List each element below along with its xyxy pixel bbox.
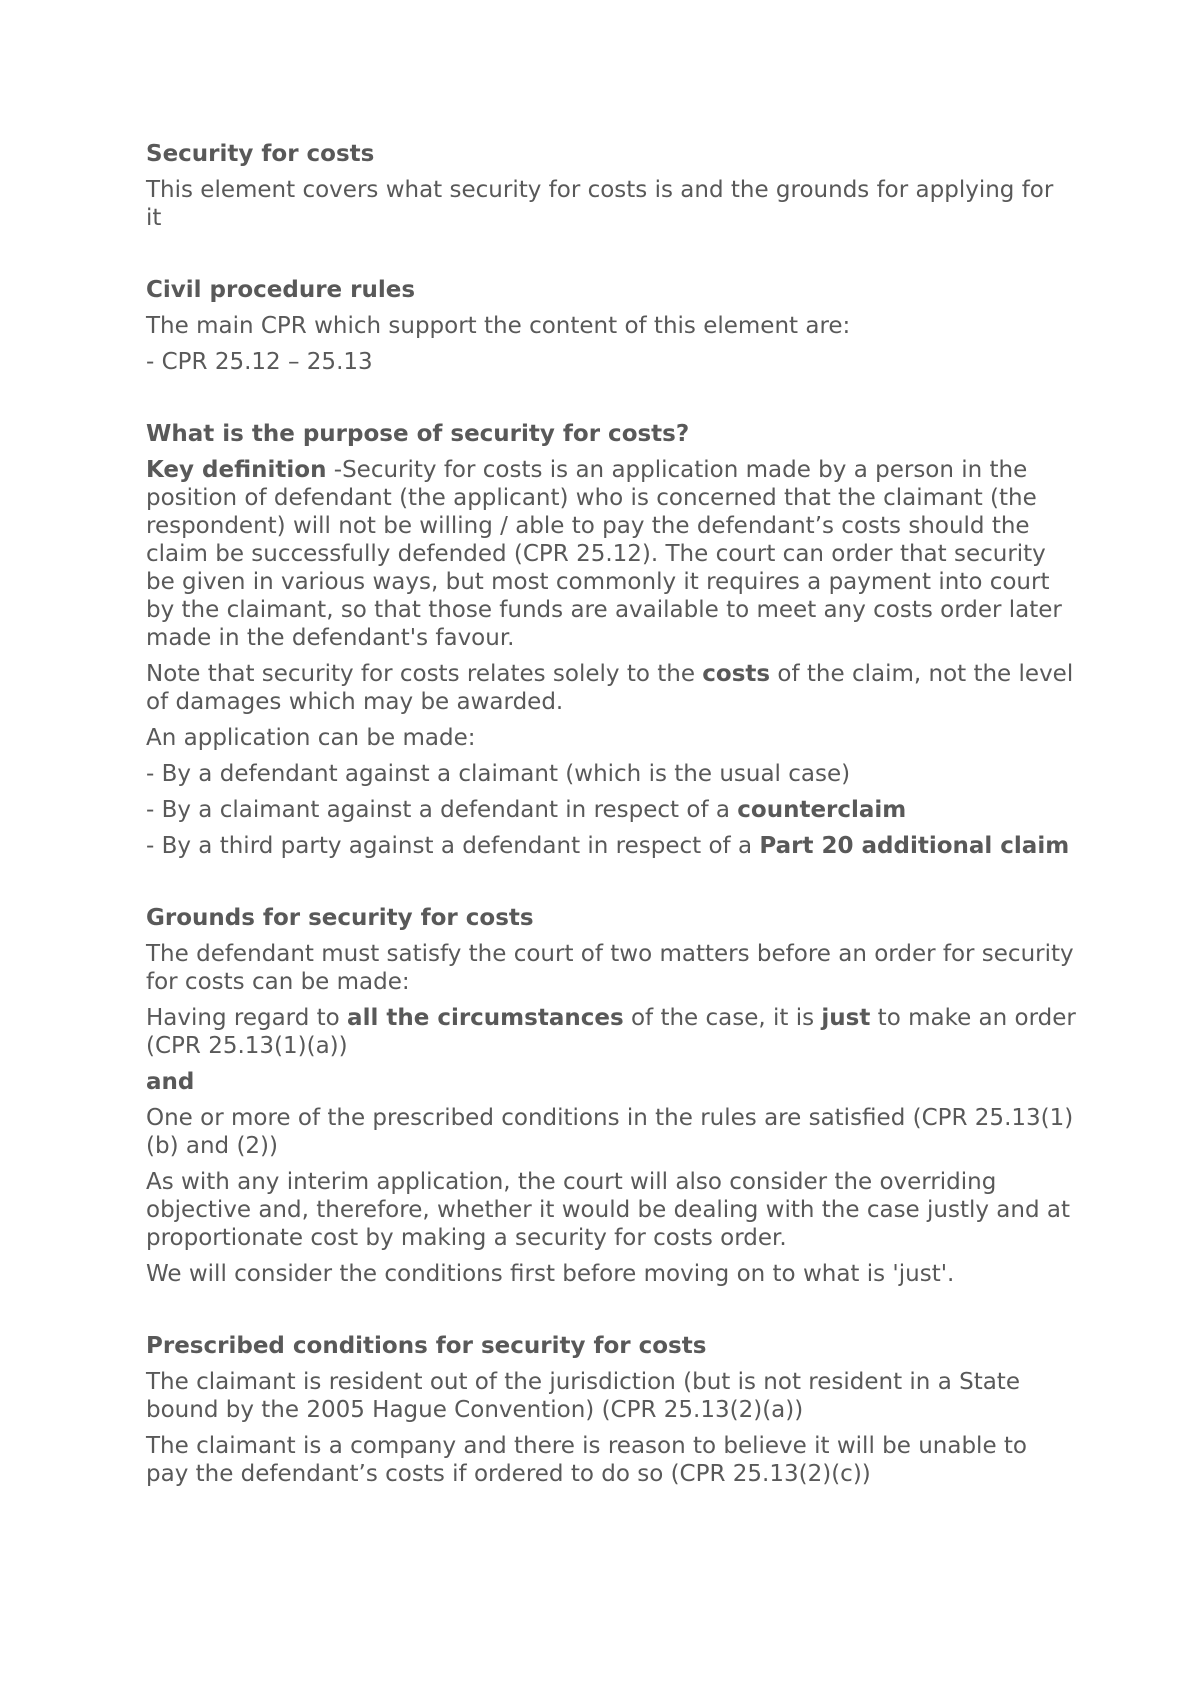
note-text-c: of the claim, not the level of damages which may be awarded.	[146, 661, 1074, 715]
circumstances-bold: all the circumstances	[347, 1005, 624, 1031]
note-paragraph	[146, 660, 1076, 716]
section-gap	[146, 240, 1076, 276]
cpr-list-item: - CPR 25.12 – 25.13	[146, 349, 373, 375]
consider-conditions-paragraph: We will consider the conditions first before moving on to what is 'just'.	[146, 1261, 955, 1287]
cpr-paragraph: The main CPR which support the content of this element are:	[146, 313, 851, 339]
heading-grounds: Grounds for security for costs	[146, 905, 534, 931]
condition-company: The claimant is a company and there is reason to believe it will be unable to pay the defendant’s costs if ordered to do so (CPR 25.13(2)(c))	[146, 1433, 1027, 1487]
key-definition-text: -Security for costs is an application made by a person in the position of defendant (the applicant) who is concerned that the claimant (the respondent) will not be willing / able to pay the defendant’s costs should the claim be successfully defended (CPR 25.12). The court can order that security be given in various ways, but most commonly it requires a payment into court by the claimant, so that those funds are available to meet any costs order later made in the defendant's favour.	[146, 457, 1062, 651]
heading-security-for-costs: Security for costs	[146, 141, 375, 167]
application-list-item	[146, 832, 1076, 860]
part20-bold: Part 20 additional claim	[759, 833, 1070, 859]
and-bold: and	[146, 1069, 195, 1095]
heading-civil-procedure-rules: Civil procedure rules	[146, 277, 416, 303]
overriding-objective-paragraph: As with any interim application, the court will also consider the overriding objective and, therefore, whether it would be dealing with the case justly and at proportionate cost by making a security for costs order.	[146, 1169, 1070, 1251]
key-definition-paragraph	[146, 456, 1076, 652]
section-gap	[146, 384, 1076, 420]
condition-resident: The claimant is resident out of the jurisdiction (but is not resident in a State bound by the 2005 Hague Convention) (CPR 25.13(2)(a))	[146, 1369, 1020, 1423]
and-connector	[146, 1068, 1076, 1096]
just-text-c: of the case, it is	[623, 1005, 822, 1031]
just-text-e: to make an order (CPR 25.13(1)(a))	[146, 1005, 1076, 1059]
key-definition-label: Key definition	[146, 457, 327, 483]
part20-text: - By a third party against a defendant in respect of a	[146, 833, 760, 859]
grounds-intro: The defendant must satisfy the court of two matters before an order for security for costs can be made:	[146, 941, 1074, 995]
application-intro: An application can be made:	[146, 725, 476, 751]
application-list-item	[146, 796, 1076, 824]
application-list-item: - By a defendant against a claimant (which is the usual case)	[146, 761, 851, 787]
section-gap	[146, 868, 1076, 904]
section-gap	[146, 1296, 1076, 1332]
just-bold: just	[821, 1005, 871, 1031]
prescribed-conditions-ground: One or more of the prescribed conditions in the rules are satisfied (CPR 25.13(1)(b) and (2))	[146, 1105, 1074, 1159]
grounds-just-paragraph	[146, 1004, 1076, 1060]
intro-paragraph: This element covers what security for costs is and the grounds for applying for it	[146, 177, 1054, 231]
note-costs-bold: costs	[702, 661, 771, 687]
note-text-a: Note that security for costs relates solely to the	[146, 661, 703, 687]
counterclaim-bold: counterclaim	[737, 797, 907, 823]
counterclaim-text: - By a claimant against a defendant in respect of a	[146, 797, 738, 823]
document-page	[146, 140, 1076, 1496]
just-text-a: Having regard to	[146, 1005, 348, 1031]
heading-prescribed-conditions: Prescribed conditions for security for costs	[146, 1333, 707, 1359]
heading-purpose: What is the purpose of security for costs?	[146, 421, 690, 447]
